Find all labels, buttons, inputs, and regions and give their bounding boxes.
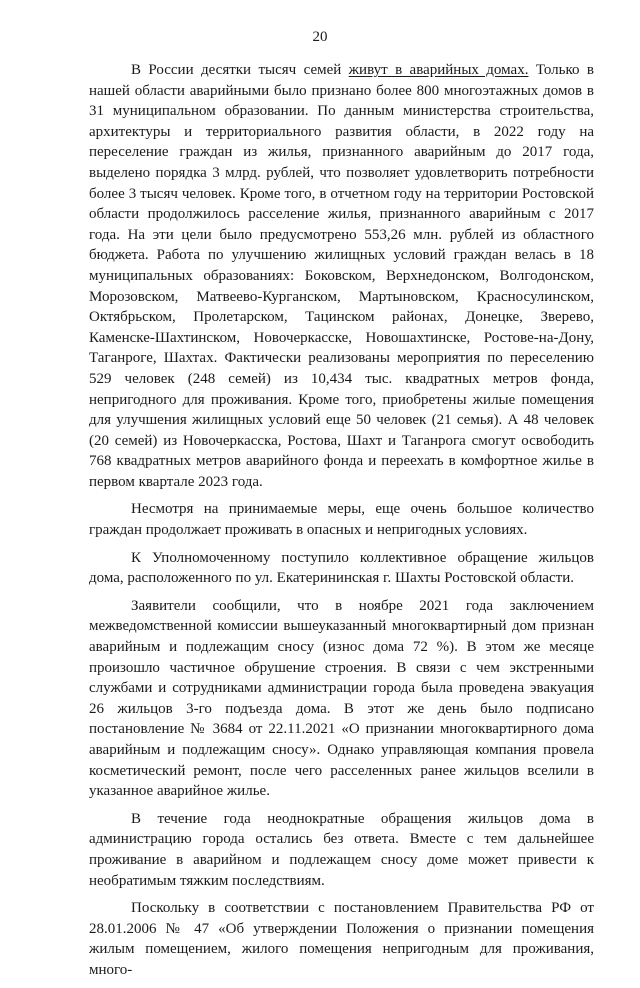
emergency-housing-link[interactable]: живут в аварийных домах.	[348, 62, 529, 78]
paragraph-applicants-report: Заявители сообщили, что в ноябре 2021 года заключением межведомственной комиссии вышеуказанный многоквартирный дом признан аварийным и подлежащим сносу (износ дома 72 %). В этом же месяце произошло частичное обрушение строения. В связи с чем экстренными службами и сотрудниками администрации города была проведена эвакуация 26 жильцов 3-го подъезда дома. В этот же день было подписано постановление № 3684 от 22.11.2021 «О признании многоквартирного дома аварийным и подлежащим сносу». Однако управляющая компания провела косметический ремонт, после чего расселенных ранее жильцов вселили в указанное аварийное жилье.	[89, 597, 594, 800]
paragraph-unsafe-conditions: Несмотря на принимаемые меры, еще очень большое количество граждан продолжает проживать в опасных и непригодных условиях.	[89, 501, 594, 539]
paragraph-text-start: В России десятки тысяч семей	[131, 62, 349, 78]
paragraph-government-decree: Поскольку в соответствии с постановлением Правительства РФ от 28.01.2006 № 47 «Об утверждении Положения о признании помещения жилым помещением, жилого помещения непригодным для проживания, много-	[89, 900, 594, 978]
paragraph-text-rest: Только в нашей области аварийными было признано более 800 многоэтажных домов в 31 муниципальном образовании. По данным министерства строительства, архитектуры и территориального развития области, в 2022 году на переселение граждан из жилья, признанного аварийным до 2017 года, выделено порядка 3 млрд. рублей, что позволяет удовлетворить потребности более 3 тысяч человек. Кроме того, в отчетном году на территории Ростовской области продолжилось расселение жилья, признанного аварийным с 2017 года. На эти цели было предусмотрено 553,26 млн. рублей из областного бюджета. Работа по улучшению жилищных условий граждан велась в 18 муниципальных образованиях: Боковском, Верхнедонском, Волгодонском, Морозовском, Матвеево-Курганском, Мартыновском, Красносулинском, Октябрьском, Пролетарском, Тацинском районах, Донецке, Зверево, Каменске-Шахтинском, Новочеркасске, Новошахтинске, Ростове-на-Дону, Таганроге, Шахтах. Фактически реализованы мероприятия по переселению 529 человек (248 семей) из 10,434 тыс. квадратных метров фонда, непригодного для проживания. Кроме того, приобретены жилые помещения для улучшения жилищных условий еще 50 человек (21 семья). А 48 человек (20 семей) из Новочеркасска, Ростова, Шахт и Таганрога смогут освободить 768 квадратных метров аварийного фонда и переехать в комфортное жилье в первом квартале 2023 года.	[89, 62, 595, 490]
paragraph-emergency-housing	[89, 60, 594, 492]
paragraph-collective-appeal: К Уполномоченному поступило коллективное обращение жильцов дома, расположенного по ул. Екатерининская г. Шахты Ростовской области.	[89, 549, 594, 587]
paragraph-no-response: В течение года неоднократные обращения жильцов дома в администрацию города остались без ответа. Вместе с тем дальнейшее проживание в аварийном и подлежащем сносу доме может привести к необратимым тяжким последствиям.	[89, 810, 594, 889]
document-body	[89, 60, 594, 988]
page-number: 20	[312, 29, 328, 45]
